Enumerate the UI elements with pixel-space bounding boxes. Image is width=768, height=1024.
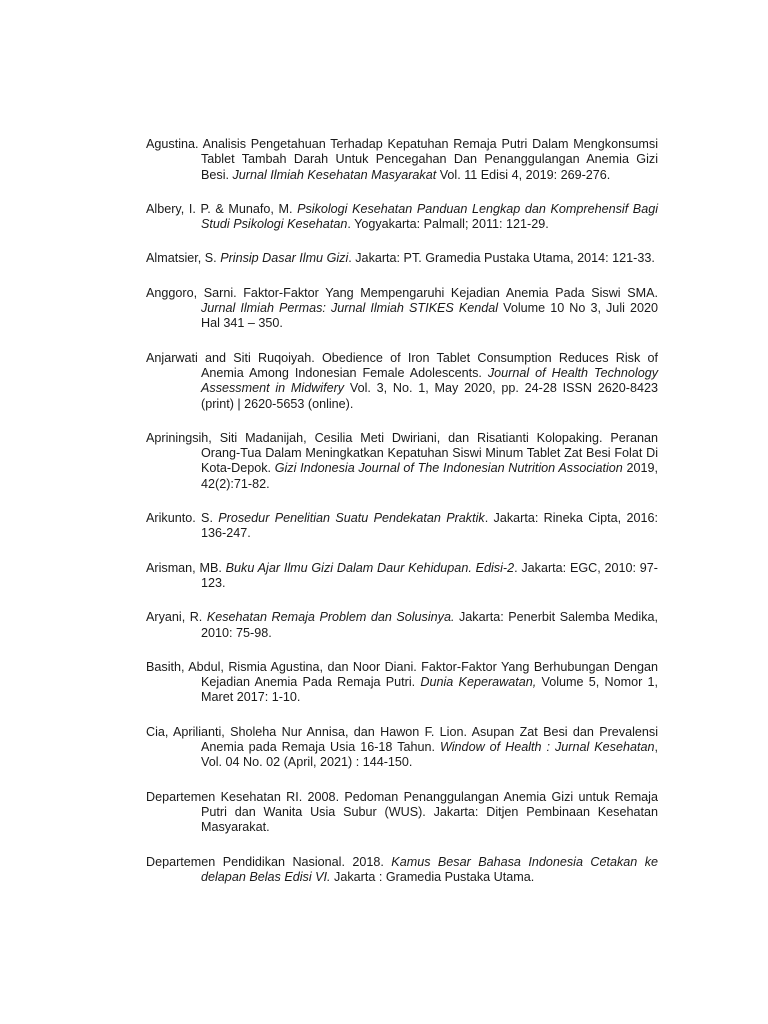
reference-entry — [146, 286, 658, 332]
reference-source-title: Gizi Indonesia Journal of The Indonesian Nutrition Association — [274, 461, 623, 476]
reference-entry — [146, 725, 658, 771]
reference-source-title: Jurnal Ilmiah Permas: Jurnal Ilmiah STIKES Kendal — [201, 301, 499, 316]
reference-entry — [146, 511, 658, 542]
reference-entry — [146, 790, 658, 836]
reference-text: . Jakarta: PT. Gramedia Pustaka Utama, 2014: 121-33. — [348, 251, 655, 266]
reference-source-title: Dunia Keperawatan, — [420, 675, 537, 690]
reference-entry — [146, 351, 658, 412]
reference-entry — [146, 251, 658, 266]
reference-text: Arisman, MB. — [146, 560, 226, 575]
reference-text: Apriningsih, Siti Madanijah, Cesilia Meti Dwiriani, dan Risatianti Kolopaking. Peranan Orang-Tua Dalam Meningkatkan Kepatuhan Siswi Minum Tablet Zat Besi Folat Di Kota-Depok. — [146, 430, 658, 476]
reference-text: Albery, I. P. & Munafo, M. — [146, 201, 298, 216]
reference-text: Vol. 11 Edisi 4, 2019: 269-276. — [436, 167, 611, 182]
reference-text: Jakarta: Penerbit Salemba Medika, 2010: 75-98. — [201, 610, 658, 640]
reference-list — [146, 137, 658, 904]
reference-text: Anggoro, Sarni. Faktor-Faktor Yang Mempengaruhi Kejadian Anemia Pada Siswi SMA. — [146, 285, 658, 300]
reference-text: Arikunto. S. — [146, 511, 219, 526]
reference-entry — [146, 137, 658, 183]
reference-source-title: Journal of Health Technology Assessment in Midwifery — [201, 365, 658, 396]
reference-text: Jakarta : Gramedia Pustaka Utama. — [330, 869, 535, 884]
reference-text: Anjarwati and Siti Ruqoiyah. Obedience of Iron Tablet Consumption Reduces Risk of Anemia Among Indonesian Female Adolescents. — [146, 350, 658, 380]
reference-entry — [146, 855, 658, 886]
reference-text: Departemen Pendidikan Nasional. 2018. — [146, 854, 392, 869]
reference-text: Departemen Kesehatan RI. 2008. Pedoman Penanggulangan Anemia Gizi untuk Remaja Putri dan Wanita Usia Subur (WUS). Jakarta: Ditjen Pembinaan Kesehatan Masyarakat. — [146, 789, 658, 835]
reference-text: Volume 10 No 3, Juli 2020 Hal 341 – 350. — [201, 301, 658, 331]
reference-text: Cia, Aprilianti, Sholeha Nur Annisa, dan Hawon F. Lion. Asupan Zat Besi dan Prevalensi Anemia pada Remaja Usia 16-18 Tahun. — [146, 724, 658, 755]
reference-text: Basith, Abdul, Rismia Agustina, dan Noor Diani. Faktor-Faktor Yang Berhubungan Dengan Kejadian Anemia Pada Remaja Putri. — [146, 659, 658, 690]
reference-source-title: Prinsip Dasar Ilmu Gizi — [220, 251, 349, 266]
reference-source-title: Prosedur Penelitian Suatu Pendekatan Praktik — [218, 511, 485, 526]
reference-text: Vol. 3, No. 1, May 2020, pp. 24-28 ISSN 2620-8423 (print) | 2620-5653 (online). — [201, 381, 658, 411]
reference-entry — [146, 610, 658, 641]
reference-text: Agustina. Analisis Pengetahuan Terhadap Kepatuhan Remaja Putri Dalam Mengkonsumsi Tablet Tambah Darah Untuk Pencegahan Dan Penanggulangan Anemia Gizi Besi. — [146, 137, 658, 182]
reference-text: 2019, 42(2):71-82. — [201, 461, 659, 491]
reference-source-title: Jurnal Ilmiah Kesehatan Masyarakat — [232, 167, 437, 182]
reference-text: . Jakarta: EGC, 2010: 97-123. — [201, 560, 658, 590]
reference-text: Aryani, R. — [146, 610, 207, 625]
reference-entry — [146, 561, 658, 592]
reference-text: Volume 5, Nomor 1, Maret 2017: 1-10. — [201, 675, 659, 705]
reference-text: Almatsier, S. — [146, 251, 221, 266]
reference-entry — [146, 660, 658, 706]
reference-entry — [146, 202, 658, 233]
reference-entry — [146, 431, 658, 492]
reference-text: , Vol. 04 No. 02 (April, 2021) : 144-150. — [201, 740, 658, 770]
reference-source-title: Buku Ajar Ilmu Gizi Dalam Daur Kehidupan. Edisi-2 — [225, 560, 515, 575]
reference-source-title: Kamus Besar Bahasa Indonesia Cetakan ke delapan Belas Edisi VI. — [201, 854, 658, 884]
reference-text: . Jakarta: Rineka Cipta, 2016: 136-247. — [201, 511, 658, 541]
reference-source-title: Psikologi Kesehatan Panduan Lengkap dan Komprehensif Bagi Studi Psikologi Kesehatan — [201, 201, 659, 232]
reference-source-title: Window of Health : Jurnal Kesehatan — [439, 740, 655, 755]
reference-text: . Yogyakarta: Palmall; 2011: 121-29. — [347, 217, 549, 232]
reference-source-title: Kesehatan Remaja Problem dan Solusinya. — [206, 610, 455, 625]
